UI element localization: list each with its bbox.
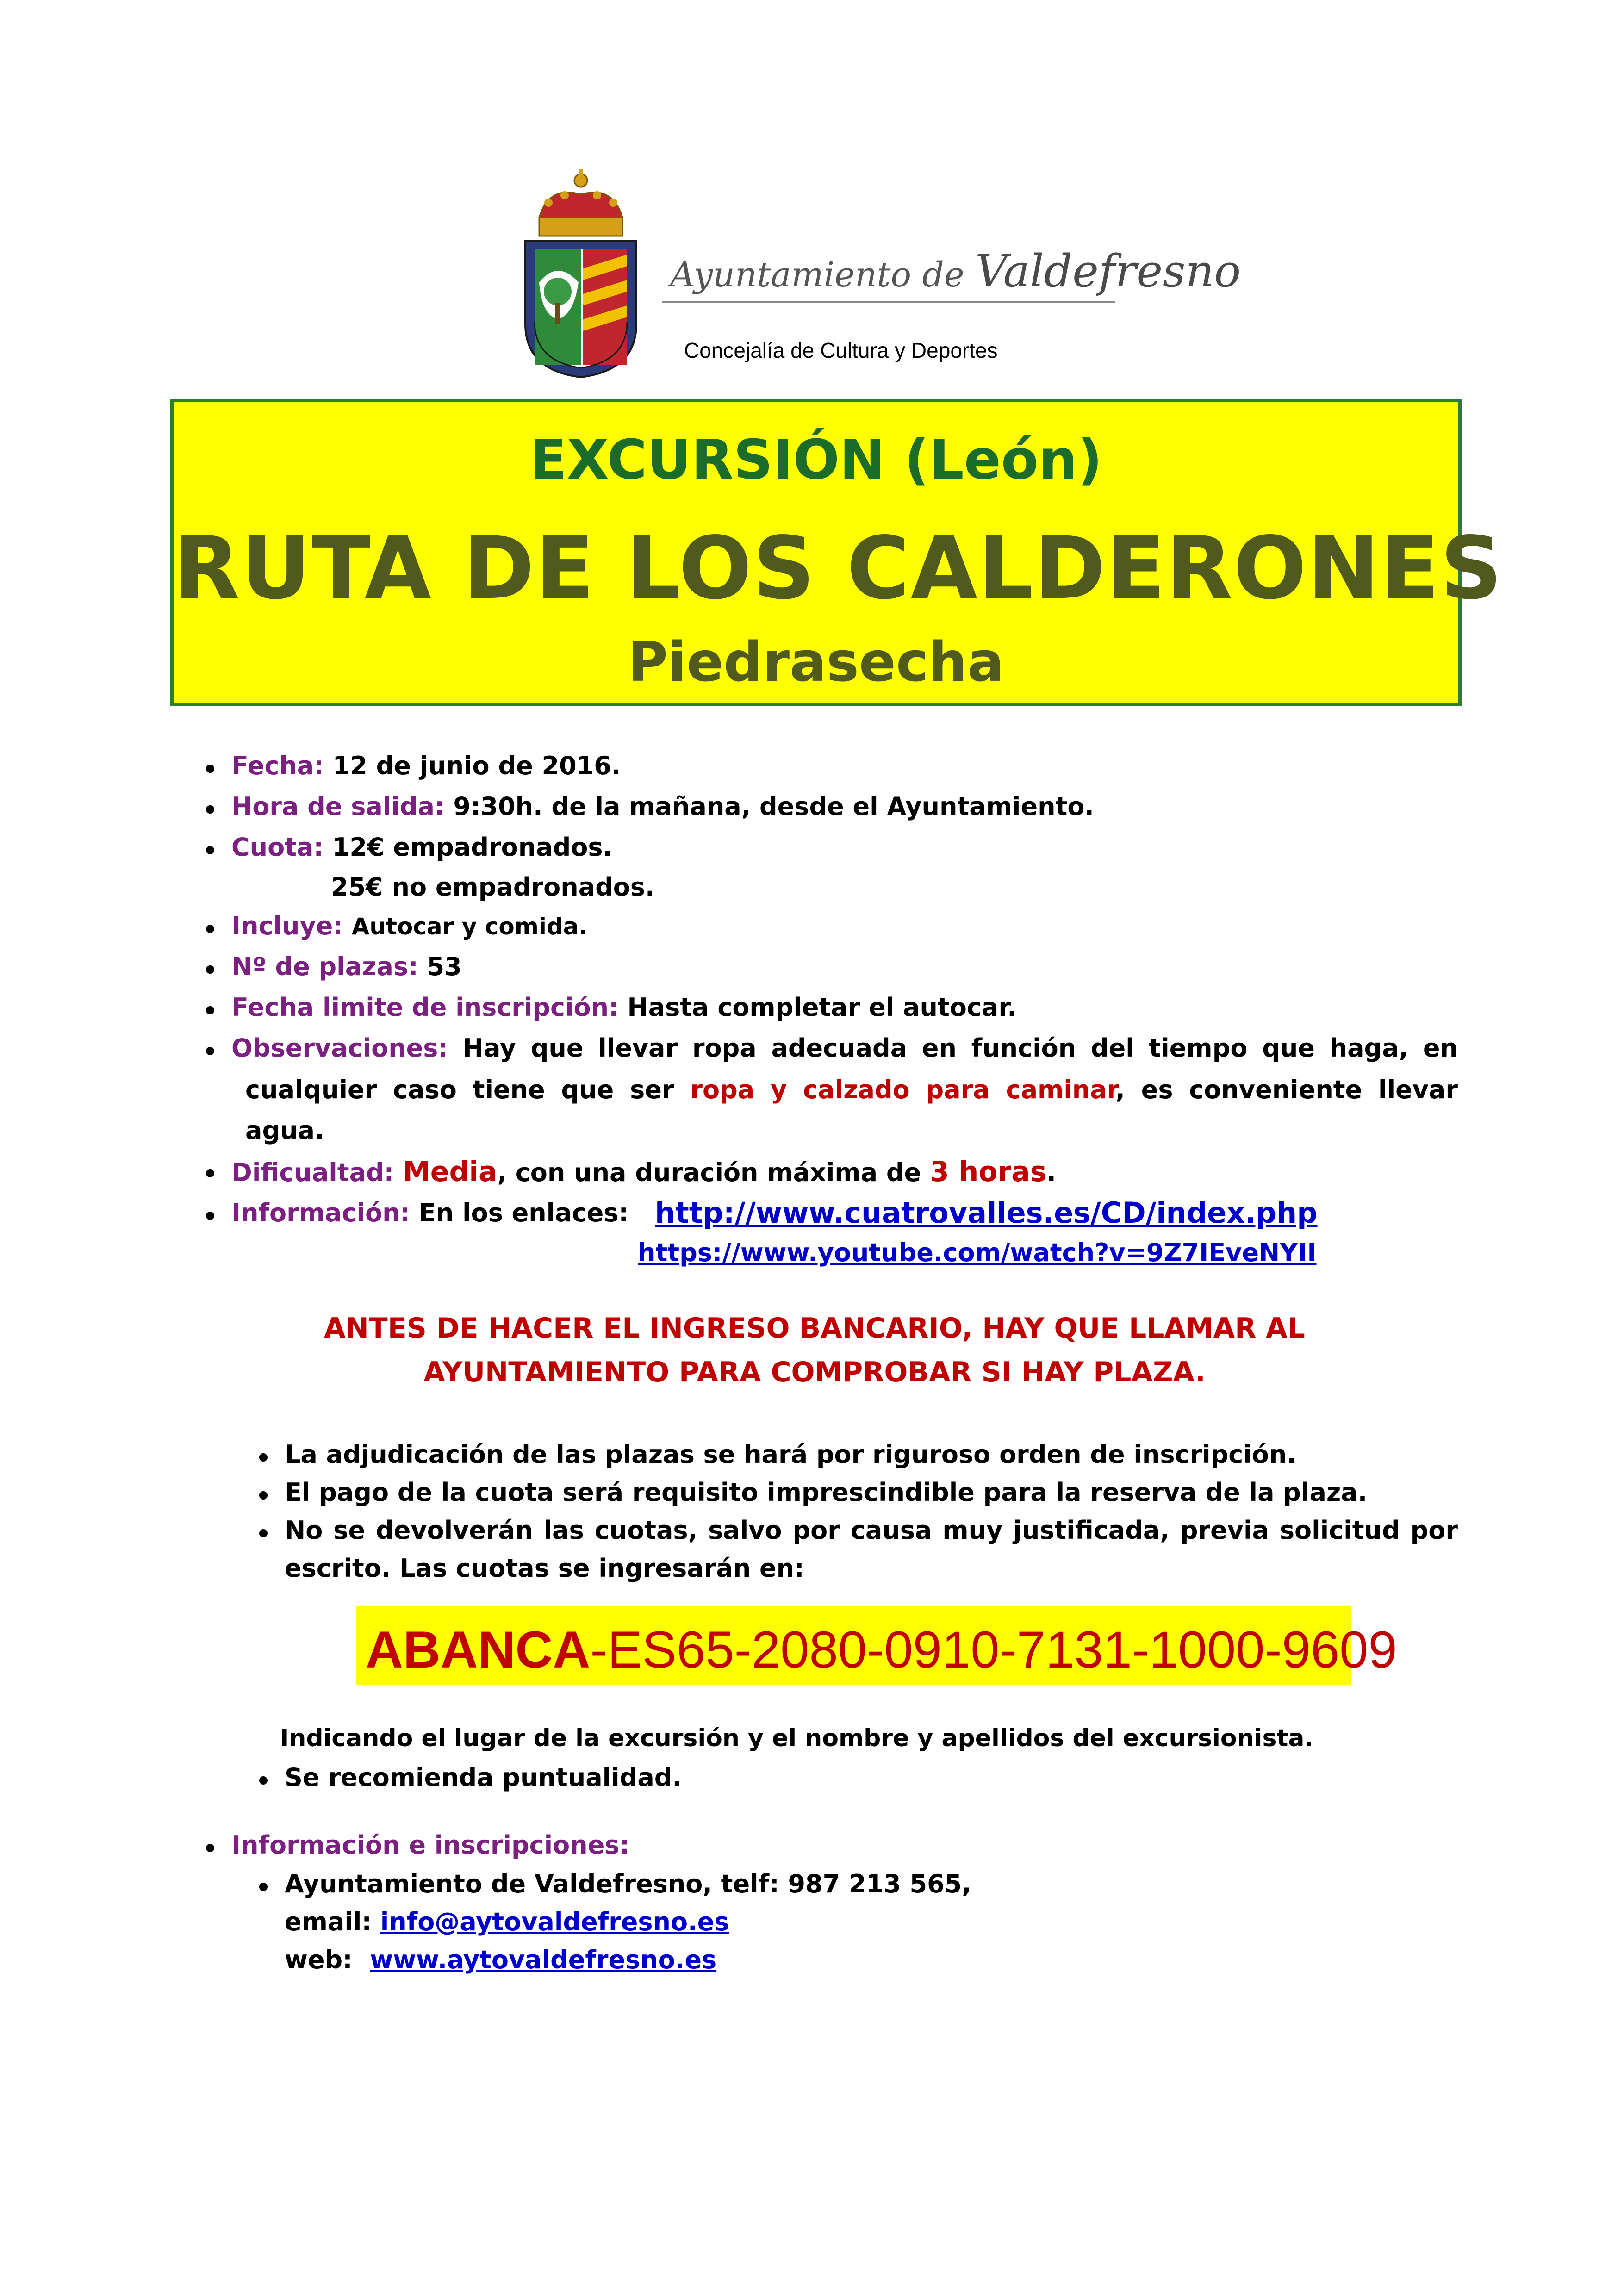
- plazas-label: Nº de plazas:: [231, 952, 418, 981]
- hora-label: Hora de salida:: [231, 792, 445, 821]
- cuota-value-no-empadronados: 25€ no empadronados.: [331, 872, 655, 902]
- bullet: [206, 1212, 214, 1220]
- web-link[interactable]: www.aytovaldefresno.es: [370, 1945, 717, 1974]
- bank-iban: -ES65-2080-0910-7131-1000-9609: [590, 1621, 1397, 1679]
- org-town: Valdefresno: [975, 245, 1241, 297]
- contact-email-row: [285, 1907, 729, 1936]
- bullet: [206, 925, 214, 933]
- punctuality-note: Se recomienda puntualidad.: [285, 1763, 682, 1792]
- department-name: Concejalía de Cultura y Deportes: [684, 338, 998, 362]
- cuota-label: Cuota:: [231, 833, 324, 862]
- dificultad-label: Dificualtad:: [231, 1158, 394, 1187]
- informacion-text: En los enlaces:: [418, 1198, 629, 1227]
- title-box: [170, 399, 1503, 706]
- dificultad-duration-text: , con una duración máxima de: [497, 1158, 921, 1187]
- bank-account: [366, 1620, 1397, 1680]
- observaciones-line-2: [245, 1077, 1458, 1102]
- bullet: [206, 1844, 214, 1852]
- bullet: [206, 805, 214, 814]
- bullet: [259, 1883, 268, 1891]
- observaciones-line-2-end: , es conveniente llevar: [1115, 1075, 1458, 1104]
- list-item-dificultad: [231, 1158, 1056, 1186]
- cuota-value-empadronados: 12€ empadronados.: [332, 833, 613, 862]
- list-item-incluye: [231, 911, 588, 940]
- org-prefix: Ayuntamiento de: [670, 255, 964, 295]
- observaciones-line-2-start: cualquier caso tiene que ser: [245, 1075, 674, 1104]
- bank-name: ABANCA: [366, 1621, 591, 1679]
- route-title: RUTA DE LOS CALDERONES: [174, 518, 1503, 618]
- plazas-value: 53: [427, 952, 462, 981]
- excursion-heading: EXCURSIÓN (León): [529, 428, 1102, 492]
- link-cuatrovalles[interactable]: http://www.cuatrovalles.es/CD/index.php: [655, 1196, 1318, 1230]
- bullet: [259, 1491, 268, 1500]
- bullet: [206, 1047, 214, 1055]
- bullet: [259, 1776, 268, 1785]
- limite-label: Fecha limite de inscripción:: [231, 993, 619, 1022]
- email-link[interactable]: info@aytovaldefresno.es: [380, 1907, 729, 1936]
- coat-of-arms-logo: [514, 167, 648, 380]
- rule-devolucion-line-1: No se devolverán las cuotas, salvo por causa muy justificada, previa solicitud por: [285, 1516, 1458, 1545]
- incluye-value: Autocar y comida.: [351, 913, 588, 940]
- rule-devolucion-line-2: escrito. Las cuotas se ingresarán en:: [285, 1554, 804, 1583]
- list-item-informacion: [231, 1198, 629, 1227]
- contact-ayuntamiento: Ayuntamiento de Valdefresno, telf: 987 213 565,: [285, 1869, 971, 1898]
- fecha-label: Fecha:: [231, 751, 324, 780]
- observaciones-emphasis: ropa y calzado para caminar: [690, 1075, 1116, 1104]
- dificultad-hours: 3 horas: [929, 1156, 1047, 1188]
- observaciones-line-3: agua.: [245, 1116, 324, 1145]
- rule-pago: El pago de la cuota será requisito imprescindible para la reserva de la plaza.: [285, 1478, 1368, 1507]
- fecha-value: 12 de junio de 2016.: [332, 751, 621, 780]
- list-item-hora: [231, 794, 1094, 819]
- warning-line-1: ANTES DE HACER EL INGRESO BANCARIO, HAY QUE LLAMAR AL: [324, 1312, 1305, 1344]
- bullet: [259, 1453, 268, 1462]
- list-item-observaciones: [231, 1033, 1458, 1063]
- hora-value: 9:30h. de la mañana, desde el Ayuntamiento.: [453, 792, 1094, 821]
- bullet: [206, 1169, 214, 1177]
- dificultad-value: Media: [403, 1156, 498, 1188]
- list-item-limite: [231, 995, 1017, 1020]
- list-item-fecha: [231, 753, 621, 778]
- bullet: [206, 765, 214, 773]
- bullet: [206, 1006, 214, 1014]
- contact-web-row: [285, 1945, 717, 1974]
- header-divider: [662, 301, 1115, 303]
- warning-line-2: AYUNTAMIENTO PARA COMPROBAR SI HAY PLAZA.: [423, 1356, 1206, 1388]
- organization-name: [670, 245, 1241, 297]
- payment-note: Indicando el lugar de la excursión y el nombre y apellidos del excursionista.: [280, 1724, 1314, 1752]
- bullet: [259, 1529, 268, 1537]
- list-item-cuota: [231, 835, 612, 860]
- incluye-label: Incluye:: [231, 911, 343, 940]
- web-label: web:: [285, 1945, 353, 1974]
- contact-heading: Información e inscripciones:: [231, 1830, 630, 1860]
- list-item-plazas: [231, 954, 462, 979]
- informacion-label: Información:: [231, 1198, 411, 1227]
- rule-adjudicacion: La adjudicación de las plazas se hará por riguroso orden de inscripción.: [285, 1440, 1296, 1469]
- link-youtube[interactable]: https://www.youtube.com/watch?v=9Z7IEveNYII: [638, 1238, 1317, 1267]
- bullet: [206, 965, 214, 974]
- dificultad-end: .: [1046, 1158, 1056, 1187]
- limite-value: Hasta completar el autocar.: [627, 993, 1017, 1022]
- place-subtitle: Piedrasecha: [628, 630, 1004, 694]
- observaciones-label: Observaciones:: [231, 1033, 448, 1063]
- email-label: email:: [285, 1907, 372, 1936]
- bullet: [206, 846, 214, 854]
- observaciones-line-1: Hay que llevar ropa adecuada en función del tiempo que haga, en: [462, 1033, 1458, 1063]
